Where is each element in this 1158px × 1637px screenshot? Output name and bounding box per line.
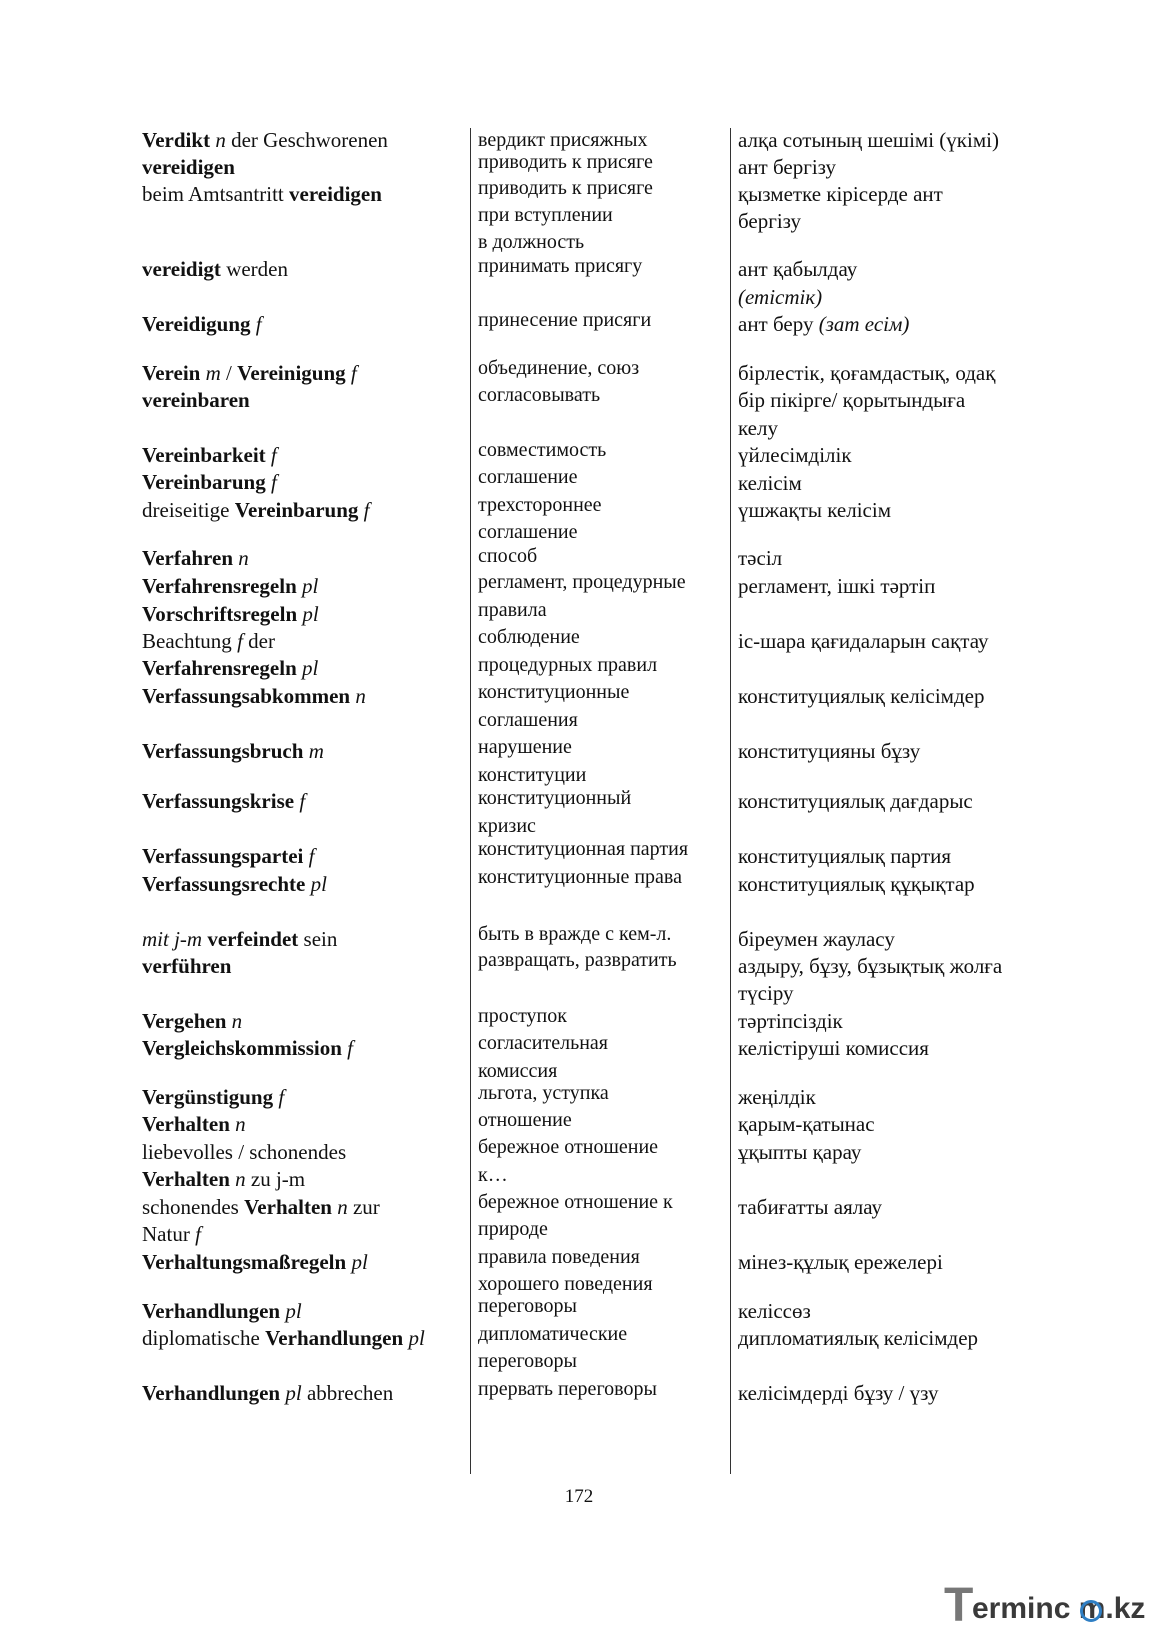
- german-entry-text: pl: [310, 872, 327, 896]
- russian-entry-line: отношение: [478, 1109, 572, 1131]
- kazakh-entry-line: [738, 1034, 929, 1062]
- german-entry-line: [142, 952, 231, 980]
- kazakh-entry-text: жеңілдік: [738, 1085, 816, 1109]
- russian-entry-line: соглашение: [478, 466, 578, 488]
- kazakh-entry-line: [738, 627, 988, 655]
- german-entry-text: Verhandlungen: [142, 1299, 281, 1323]
- german-entry-text: Vereinbarung: [142, 470, 266, 494]
- kazakh-entry-line: [738, 572, 935, 600]
- german-entry-text: pl: [302, 602, 319, 626]
- german-entry-text: Verfahrensregeln: [142, 574, 297, 598]
- german-entry-text: Verhaltungsmaßregeln: [142, 1250, 347, 1274]
- russian-entry-line: согласовывать: [478, 384, 601, 406]
- russian-entry-line: приводить к присяге: [478, 151, 653, 173]
- kazakh-entry-text: қызметке кірісерде ант: [738, 182, 943, 206]
- german-entry-text: Vorschriftsregeln: [142, 602, 298, 626]
- german-entry-text: der: [242, 629, 275, 653]
- german-entry-line: [142, 737, 324, 765]
- kazakh-entry-text: регламент, ішкі тәртіп: [738, 574, 936, 598]
- kazakh-entry-line: [738, 1083, 816, 1111]
- russian-entry-line: конституционные: [478, 681, 630, 703]
- german-entry-text: Verhalten: [142, 1112, 230, 1136]
- kazakh-entry-line: [738, 207, 801, 235]
- russian-entry-line: при вступлении: [478, 204, 613, 226]
- german-entry-line: [142, 1248, 368, 1276]
- russian-entry-line: конституционный: [478, 787, 632, 809]
- kazakh-entry-line: [738, 386, 965, 414]
- kazakh-entry-text: бірлестік, қоғамдастық, одақ: [738, 361, 996, 385]
- kazakh-entry-text: конституциялық дағдарыс: [738, 789, 973, 813]
- kazakh-entry-text: алқа сотының шешімі (үкімі): [738, 128, 999, 152]
- german-entry-text: sein: [298, 927, 338, 951]
- russian-entry-line: соблюдение: [478, 626, 580, 648]
- russian-entry-line: прервать переговоры: [478, 1378, 657, 1400]
- kazakh-entry-line: [738, 1324, 978, 1352]
- russian-entry-line: регламент, процедурные: [478, 571, 686, 593]
- german-entry-text: Vergehen: [142, 1009, 227, 1033]
- kazakh-entry-text: үшжақты келісім: [738, 498, 891, 522]
- logo-text: erminc m.kz: [972, 1592, 1146, 1625]
- logo-ring-icon: [1080, 1600, 1102, 1622]
- russian-entry-line: соглашения: [478, 709, 578, 731]
- german-entry-text: n: [337, 1195, 348, 1219]
- german-entry-line: [142, 572, 318, 600]
- german-entry-text: Vereinigung: [237, 361, 346, 385]
- kazakh-entry-line: [738, 1110, 875, 1138]
- kazakh-entry-text: аздыру, бұзу, бұзықтық жолға: [738, 954, 1003, 978]
- german-entry-text: vereidigen: [142, 155, 235, 179]
- german-entry-text: n: [238, 546, 249, 570]
- kazakh-entry-text: келісім: [738, 471, 802, 495]
- german-entry-line: [142, 180, 382, 208]
- german-entry-line: [142, 925, 337, 953]
- german-entry-text: Beachtung: [142, 629, 238, 653]
- kazakh-entry-line: [738, 469, 802, 497]
- german-entry-text: n: [235, 1167, 246, 1191]
- german-entry-text: liebevolles / schonendes: [142, 1140, 347, 1164]
- kazakh-entry-line: [738, 310, 909, 338]
- russian-entry-line: кризис: [478, 815, 536, 837]
- russian-entry-line: проступок: [478, 1005, 567, 1027]
- column-divider-1: [470, 128, 471, 1474]
- german-entry-text: f: [255, 312, 262, 336]
- kazakh-entry-line: [738, 180, 943, 208]
- german-entry-text: der Geschworenen: [225, 128, 388, 152]
- kazakh-entry-text: іс-шара қағидаларын сақтау: [738, 629, 989, 653]
- german-entry-text: mit j-m: [142, 927, 203, 951]
- german-entry-line: [142, 1007, 242, 1035]
- german-entry-text: f: [363, 498, 370, 522]
- german-entry-text: Verfassungsabkommen: [142, 684, 351, 708]
- kazakh-entry-text: дипломатиялық келісімдер: [738, 1326, 979, 1350]
- kazakh-entry-line: [738, 544, 782, 572]
- german-entry-line: [142, 1324, 425, 1352]
- russian-entry-line: конституционные права: [478, 866, 682, 888]
- german-entry-text: pl: [351, 1250, 368, 1274]
- kazakh-entry-text: бір пікірге/ қорытындыға: [738, 388, 966, 412]
- german-entry-line: [142, 126, 388, 154]
- kazakh-entry-text: ант беру: [738, 312, 819, 336]
- kazakh-entry-text: конституциялық партия: [738, 844, 952, 868]
- kazakh-entry-line: [738, 126, 999, 154]
- german-entry-text: m: [308, 739, 324, 763]
- german-entry-text: Verhalten: [142, 1167, 230, 1191]
- russian-entry-line: дипломатические: [478, 1323, 628, 1345]
- logo-letter: T: [944, 1579, 974, 1632]
- german-entry-text: Verein: [142, 361, 201, 385]
- german-entry-line: [142, 787, 305, 815]
- german-entry-text: f: [237, 629, 243, 653]
- german-entry-text: vereinbaren: [142, 388, 250, 412]
- kazakh-entry-line: [738, 255, 857, 283]
- german-entry-line: [142, 870, 327, 898]
- german-entry-text: f: [270, 443, 277, 467]
- kazakh-entry-line: [738, 787, 973, 815]
- russian-entry-line: способ: [478, 545, 538, 567]
- kazakh-entry-line: [738, 842, 951, 870]
- kazakh-entry-line: [738, 441, 852, 469]
- german-entry-line: [142, 1083, 284, 1111]
- russian-entry-line: комиссия: [478, 1060, 558, 1082]
- german-entry-line: [142, 468, 277, 496]
- kazakh-entry-line: [738, 283, 822, 311]
- german-entry-line: [142, 627, 275, 655]
- german-entry-text: n: [231, 1009, 243, 1033]
- kazakh-entry-text: түсіру: [738, 981, 794, 1005]
- kazakh-entry-text: тәртіпсіздік: [738, 1009, 843, 1033]
- kazakh-entry-line: [738, 682, 984, 710]
- russian-entry-line: трехстороннее: [478, 494, 602, 516]
- german-entry-text: Vereinbarkeit: [142, 443, 266, 467]
- kazakh-entry-line: [738, 359, 995, 387]
- german-entry-line: [142, 842, 315, 870]
- russian-entry-line: конституционная партия: [478, 838, 689, 860]
- russian-entry-line: хорошего поведения: [478, 1273, 653, 1295]
- kazakh-entry-text: табиғатты аялау: [738, 1195, 882, 1219]
- german-entry-text: Verfahren: [142, 546, 233, 570]
- kazakh-entry-line: [738, 925, 895, 953]
- german-entry-text: Verfahrensregeln: [142, 656, 297, 680]
- german-entry-text: pl: [408, 1326, 425, 1350]
- russian-entry-line: конституции: [478, 764, 587, 786]
- german-entry-line: [142, 255, 288, 283]
- german-entry-text: pl: [302, 574, 319, 598]
- german-entry-line: [142, 1034, 353, 1062]
- russian-entry-line: нарушение: [478, 736, 572, 758]
- russian-entry-line: к…: [478, 1164, 508, 1186]
- german-entry-text: f: [299, 789, 306, 813]
- german-entry-text: Vergleichskommission: [142, 1036, 342, 1060]
- german-entry-text: f: [308, 844, 315, 868]
- german-entry-text: f: [278, 1085, 285, 1109]
- kazakh-entry-line: [738, 737, 920, 765]
- kazakh-entry-text: (зат есім): [818, 312, 910, 336]
- kazakh-entry-text: біреумен жауласу: [738, 927, 895, 951]
- kazakh-entry-text: конституциялық келісімдер: [738, 684, 985, 708]
- german-entry-text: f: [347, 1036, 353, 1060]
- kazakh-entry-text: келістіруші комиссия: [738, 1036, 929, 1060]
- german-entry-text: beim Amtsantritt: [142, 182, 289, 206]
- german-entry-text: pl: [285, 1381, 302, 1405]
- kazakh-entry-text: келіссөз: [738, 1299, 811, 1323]
- german-entry-text: Natur: [142, 1222, 196, 1246]
- german-entry-text: Verfassungsrechte: [142, 872, 306, 896]
- german-entry-text: verfeindet: [207, 927, 299, 951]
- kazakh-entry-text: конституциялық құқықтар: [738, 872, 975, 896]
- german-entry-text: /: [220, 361, 238, 385]
- russian-entry-line: объединение, союз: [478, 357, 640, 379]
- german-entry-text: Vereinbarung: [234, 498, 359, 522]
- german-entry-text: Verhandlungen: [265, 1326, 404, 1350]
- german-entry-text: zu j-m: [245, 1167, 306, 1191]
- kazakh-entry-line: [738, 1193, 882, 1221]
- russian-entry-line: бережное отношение: [478, 1136, 659, 1158]
- kazakh-entry-text: ант бергізу: [738, 155, 837, 179]
- german-entry-line: [142, 386, 250, 414]
- kazakh-entry-line: [738, 1379, 938, 1407]
- kazakh-entry-text: келу: [738, 416, 778, 440]
- kazakh-entry-line: [738, 153, 836, 181]
- kazakh-entry-text: (етістік): [738, 285, 823, 309]
- german-entry-line: [142, 359, 357, 387]
- kazakh-entry-text: келісімдерді бұзу / үзу: [738, 1381, 939, 1405]
- german-entry-text: Vergünstigung: [142, 1085, 274, 1109]
- german-entry-text: pl: [285, 1299, 302, 1323]
- kazakh-entry-text: мінез-құлық ережелері: [738, 1250, 943, 1274]
- german-entry-line: [142, 1165, 305, 1193]
- german-entry-line: [142, 153, 235, 181]
- kazakh-entry-line: [738, 1297, 811, 1325]
- german-entry-line: [142, 1379, 393, 1407]
- kazakh-entry-text: конституцияны бұзу: [738, 739, 921, 763]
- russian-entry-line: быть в вражде с кем-л.: [478, 923, 672, 945]
- german-entry-line: [142, 496, 370, 524]
- german-entry-text: f: [270, 470, 277, 494]
- russian-entry-line: в должность: [478, 231, 585, 253]
- kazakh-entry-text: үйлесімділік: [738, 443, 852, 467]
- german-entry-text: pl: [302, 656, 319, 680]
- russian-entry-line: переговоры: [478, 1295, 577, 1317]
- german-entry-line: [142, 310, 262, 338]
- german-entry-line: [142, 682, 366, 710]
- german-entry-text: n: [215, 128, 226, 152]
- german-entry-text: Verfassungsbruch: [142, 739, 304, 763]
- german-entry-line: [142, 654, 318, 682]
- russian-entry-line: принимать присягу: [478, 255, 643, 277]
- russian-entry-line: переговоры: [478, 1350, 577, 1372]
- german-entry-text: vereidigen: [289, 182, 382, 206]
- russian-entry-line: соглашение: [478, 521, 578, 543]
- page-number: 172: [564, 1486, 594, 1507]
- russian-entry-line: природе: [478, 1218, 548, 1240]
- german-entry-text: Verhandlungen: [142, 1381, 281, 1405]
- german-entry-text: vereidigt: [142, 257, 221, 281]
- german-entry-text: f: [350, 361, 357, 385]
- kazakh-entry-text: ант қабылдау: [738, 257, 858, 281]
- kazakh-entry-line: [738, 870, 975, 898]
- german-entry-text: Verfassungspartei: [142, 844, 304, 868]
- russian-entry-line: развращать, развратить: [478, 949, 677, 971]
- german-entry-text: schonendes: [142, 1195, 245, 1219]
- german-entry-text: dreiseitige: [142, 498, 235, 522]
- german-entry-text: werden: [220, 257, 288, 281]
- german-entry-text: abbrechen: [301, 1381, 394, 1405]
- german-entry-text: Vereidigung: [142, 312, 251, 336]
- kazakh-entry-line: [738, 979, 794, 1007]
- german-entry-text: m: [205, 361, 221, 385]
- german-entry-line: [142, 1110, 246, 1138]
- german-entry-line: [142, 1193, 380, 1221]
- russian-entry-line: правила: [478, 599, 547, 621]
- german-entry-line: [142, 1138, 346, 1166]
- russian-entry-line: принесение присяги: [478, 309, 652, 331]
- kazakh-entry-text: ұқыпты қарау: [738, 1140, 862, 1164]
- german-entry-text: zur: [347, 1195, 380, 1219]
- kazakh-entry-text: бергізу: [738, 209, 802, 233]
- kazakh-entry-line: [738, 1007, 843, 1035]
- german-entry-line: [142, 544, 249, 572]
- german-entry-text: f: [195, 1222, 201, 1246]
- german-entry-text: Verhalten: [244, 1195, 332, 1219]
- kazakh-entry-line: [738, 1138, 861, 1166]
- russian-entry-line: вердикт присяжных: [478, 129, 648, 151]
- kazakh-entry-text: қарым-қатынас: [738, 1112, 875, 1136]
- german-entry-text: n: [235, 1112, 246, 1136]
- german-entry-text: Verdikt: [142, 128, 211, 152]
- german-entry-line: [142, 1220, 201, 1248]
- german-entry-text: n: [355, 684, 366, 708]
- german-entry-text: Verfassungskrise: [142, 789, 295, 813]
- german-entry-line: [142, 1297, 302, 1325]
- column-divider-2: [730, 128, 731, 1474]
- kazakh-entry-line: [738, 1248, 943, 1276]
- kazakh-entry-line: [738, 414, 778, 442]
- german-entry-text: verführen: [142, 954, 232, 978]
- kazakh-entry-line: [738, 952, 1002, 980]
- russian-entry-line: правила поведения: [478, 1246, 640, 1268]
- russian-entry-line: бережное отношение к: [478, 1191, 673, 1213]
- russian-entry-line: процедурных правил: [478, 654, 658, 676]
- russian-entry-line: совместимость: [478, 439, 607, 461]
- kazakh-entry-line: [738, 496, 891, 524]
- german-entry-line: [142, 600, 319, 628]
- german-entry-line: [142, 441, 277, 469]
- russian-entry-line: согласительная: [478, 1032, 608, 1054]
- russian-entry-line: льгота, уступка: [478, 1082, 609, 1104]
- russian-entry-line: приводить к присяге: [478, 177, 653, 199]
- german-entry-text: diplomatische: [142, 1326, 266, 1350]
- kazakh-entry-text: тәсіл: [738, 546, 783, 570]
